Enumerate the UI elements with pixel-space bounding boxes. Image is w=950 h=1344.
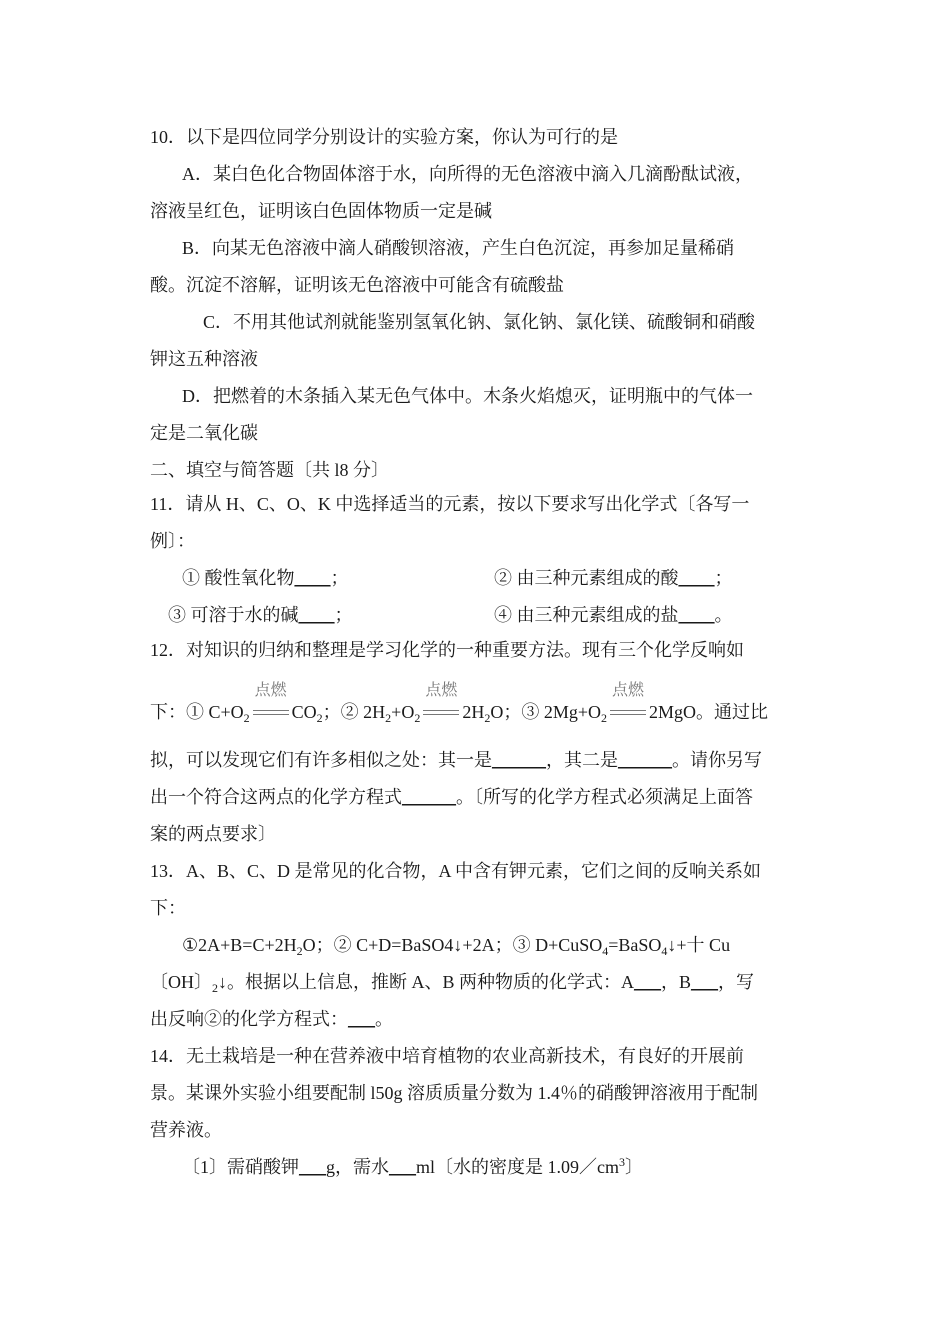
q13-eq-text: ↓+十 Cu [667,935,731,955]
q12-blank-2[interactable]: ______ [618,750,672,770]
section-heading: 二、填空与简答题〔共 l8 分〕 [150,460,389,480]
q12-line5: 案的两点要求〕 [150,824,276,844]
subscript: 2 [212,981,218,995]
q11-blank-1[interactable]: ____ [294,568,331,588]
q11-punct: ； [334,605,353,625]
q11-blank-2[interactable]: ____ [678,568,715,588]
reaction-condition [251,680,291,724]
q11-item-3-label: ③ 可溶于水的碱 [168,605,299,625]
q12-line4 [150,785,753,809]
q14-blank-water[interactable]: ___ [389,1157,416,1177]
q10-stem: 10．以下是四位同学分别设计的实验方案，你认为可行的是 [150,127,618,147]
q11-punct: 。 [714,605,733,625]
condition-label: 点燃 [254,680,287,699]
q12-text: 出一个符合这两点的化学方程式 [150,787,402,807]
q11-item-1-label: ① 酸性氧化物 [182,568,295,588]
subscript: 4 [661,944,668,958]
eq1-reactants: 下：① C+O [150,702,244,722]
q14-line2: 景。某课外实验小组要配制 l50g 溶质质量分数为 1.4％的硝酸钾溶液用于配制 [150,1083,758,1103]
equals-bar-top [610,710,646,711]
equals-bar-bottom [610,714,646,715]
subscript: 2 [484,711,491,725]
q11-line1: 11．请从 H、C、O、K 中选择适当的元素，按以下要求写出化学式〔各写一 [150,494,750,514]
q10-option-b-line2: 酸。沉淀不溶解，证明该无色溶液中可能含有硫酸盐 [150,275,564,295]
q13-text: ，B [661,972,692,992]
q12-equations [150,680,768,725]
eq2-reactant-h: ；② 2H [322,702,386,722]
q11-blank-3[interactable]: ____ [298,605,335,625]
q11-item-4-label: ④ 由三种元素组成的盐 [494,605,679,625]
q13-text: ↓。根据以上信息，推断 A、B 两种物质的化学式：A [218,972,635,992]
q14-text: 〕 [625,1157,643,1177]
q10-option-c-line2: 钾这五种溶液 [150,349,258,369]
q12-line3 [150,748,762,772]
q13-text: 〔OH〕 [150,972,212,992]
equals-bar-bottom [423,714,459,715]
q14-line3: 营养液。 [150,1120,222,1140]
q13-line5 [150,1007,393,1031]
q10-option-d-line1: D．把燃着的木条插入某无色气体中。木条火焰熄灭，证明瓶中的气体一 [182,386,753,406]
q12-line1: 12．对知识的归纳和整理是学习化学的一种重要方法。现有三个化学反响如 [150,640,744,660]
subscript: 2 [316,711,323,725]
q13-line1: 13．A、B、C、D 是常见的化合物，A 中含有钾元素，它们之间的反响关系如 [150,861,762,881]
condition-label: 点燃 [425,680,458,699]
eq3-product: 2MgO。通过比 [648,702,768,722]
q14-text: ml〔水的密度是 1.09／cm [416,1157,619,1177]
q12-text: 。〔所写的化学方程式必须满足上面答 [456,787,753,807]
subscript: 2 [243,711,250,725]
q13-text: ，写 [718,972,755,992]
subscript: 2 [385,711,392,725]
q11-item-2 [494,566,733,590]
reaction-condition [421,680,461,724]
q10-option-b-line1: B．向某无色溶液中滴人硝酸钡溶液，产生白色沉淀，再参加足量稀硝 [182,238,735,258]
q13-equations [182,933,730,957]
q13-line2: 下： [150,898,186,918]
q12-text: 。请你另写 [672,750,762,770]
q10-option-d-line2: 定是二氧化碳 [150,423,258,443]
q14-line1: 14．无土栽培是一种在营养液中培育植物的农业高新技术，有良好的开展前 [150,1046,744,1066]
eq3-reactants: O；③ 2Mg+O [490,702,601,722]
equals-bar-top [423,710,459,711]
q11-punct: ； [714,568,733,588]
subscript: 2 [414,711,421,725]
q13-eq-text: ①2A+B=C+2H [182,935,297,955]
equals-bar-top [253,710,289,711]
q10-option-c-line1: C．不用其他试剂就能鉴别氢氧化钠、氯化钠、氯化镁、硫酸铜和硝酸 [203,312,756,332]
q13-blank-b[interactable]: ___ [691,972,719,992]
eq2-product: 2H [462,702,485,722]
q12-blank-3[interactable]: ______ [402,787,456,807]
q13-blank-a[interactable]: ___ [634,972,662,992]
q10-option-a-line2: 溶液呈红色，证明该白色固体物质一定是碱 [150,201,492,221]
q11-line2: 例〕： [150,531,195,551]
subscript: 2 [296,944,303,958]
q11-item-4 [494,603,733,627]
q14-text: g，需水 [326,1157,389,1177]
condition-label: 点燃 [611,680,644,699]
eq1-product: CO [291,702,317,722]
q11-blank-4[interactable]: ____ [678,605,715,625]
q14-part1 [182,1155,643,1179]
q13-text: 出反响②的化学方程式： [150,1009,348,1029]
subscript: 4 [602,944,609,958]
q10-option-a-line1: A．某白色化合物固体溶于水，向所得的无色溶液中滴入几滴酚酞试液， [182,164,753,184]
q11-punct: ； [330,568,349,588]
q12-text: 拟，可以发现它们有许多相似之处：其一是 [150,750,492,770]
q13-blank-eq[interactable]: ___ [348,1009,375,1029]
reaction-condition [608,680,648,724]
q13-line4 [150,970,754,994]
q11-item-3 [168,603,353,627]
q13-text: 。 [375,1009,393,1029]
q13-eq-text: =BaSO [608,935,662,955]
q11-item-2-label: ② 由三种元素组成的酸 [494,568,679,588]
q12-blank-1[interactable]: ______ [492,750,546,770]
q11-item-1 [182,566,349,590]
subscript: 2 [600,711,607,725]
eq2-reactant-o: +O [391,702,415,722]
equals-bar-bottom [253,714,289,715]
q14-blank-kno3[interactable]: ___ [299,1157,326,1177]
superscript: 3 [619,1155,625,1169]
q12-text: ，其二是 [546,750,618,770]
q13-eq-text: O；② C+D=BaSO4↓+2A；③ D+CuSO [302,935,603,955]
q14-text: 〔1〕需硝酸钾 [182,1157,299,1177]
